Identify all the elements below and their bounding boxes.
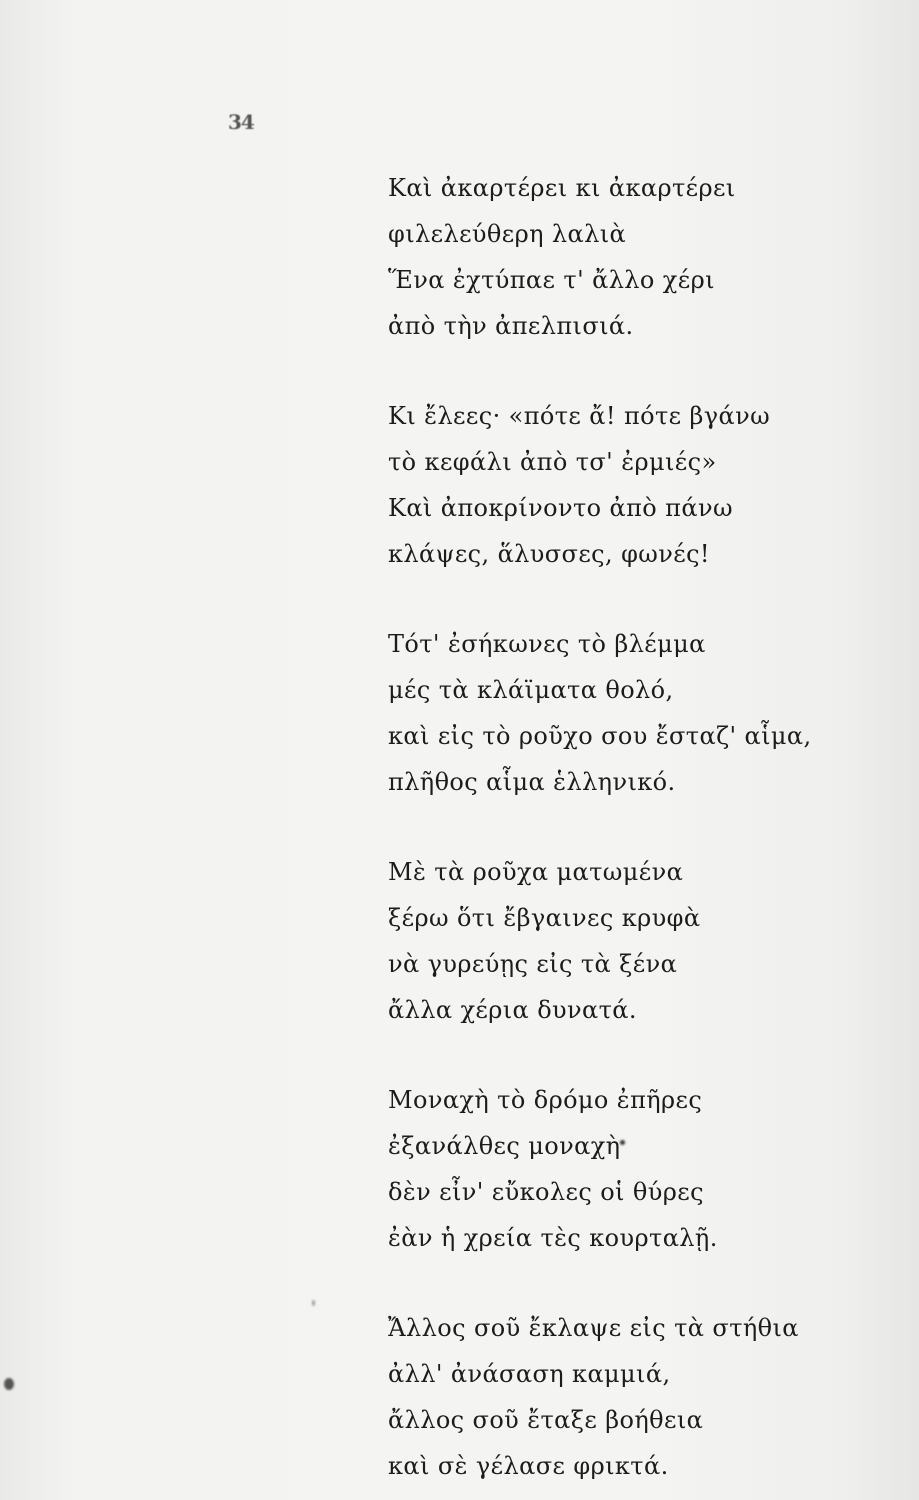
poem <box>388 165 868 1500</box>
poem-line: Τότ' ἐσήκωνες τὸ βλέμμα <box>388 630 706 658</box>
poem-line: Ἄλλος σοῦ ἔκλαψε εἰς τὰ στήθια <box>388 1314 799 1342</box>
poem-line: Μὲ τὰ ροῦχα ματωμένα <box>388 858 684 886</box>
stanza <box>388 165 868 349</box>
poem-line: τὸ κεφάλι ἀπὸ τσ' ἐρμιές» <box>388 448 717 476</box>
poem-line: Καὶ ἀκαρτέρει κι ἀκαρτέρει <box>388 174 736 202</box>
poem-line: μές τὰ κλάϊματα θολό, <box>388 676 674 704</box>
poem-line: ἐξανάλθες μοναχὴ <box>388 1132 621 1160</box>
poem-line: ἀλλ' ἀνάσαση καμμιά, <box>388 1360 671 1388</box>
poem-line: δὲν εἶν' εὔκολες οἱ θύρες <box>388 1178 704 1206</box>
stanza <box>388 1305 868 1489</box>
page-number: 34 <box>228 110 254 134</box>
poem-line: καὶ εἰς τὸ ροῦχο σου ἔσταζ' αἷμα, <box>388 722 812 750</box>
poem-line: ἄλλα χέρια δυνατά. <box>388 996 637 1024</box>
stanza <box>388 1077 868 1261</box>
poem-line: Ἕνα ἐχτύπαε τ' ἄλλο χέρι <box>388 266 715 294</box>
stanza <box>388 849 868 1033</box>
ink-smudge <box>4 1378 14 1390</box>
poem-line: Κι ἔλεες· «πότε ἄ! πότε βγάνω <box>388 402 771 430</box>
poem-line: Καὶ ἀποκρίνοντο ἀπὸ πάνω <box>388 494 733 522</box>
poem-line: νὰ γυρεύῃς εἰς τὰ ξένα <box>388 950 678 978</box>
ink-smudge <box>620 1140 625 1145</box>
stanza <box>388 621 868 805</box>
poem-line: κλάψες, ἅλυσσες, φωνές! <box>388 540 710 568</box>
poem-line: καὶ σὲ γέλασε φρικτά. <box>388 1452 669 1480</box>
poem-line: πλῆθος αἷμα ἑλληνικό. <box>388 768 676 796</box>
poem-line: ἀπὸ τὴν ἀπελπισιά. <box>388 312 634 340</box>
poem-line: ξέρω ὅτι ἔβγαινες κρυφὰ <box>388 904 701 932</box>
poem-line: Μοναχὴ τὸ δρόμο ἐπῆρες <box>388 1086 703 1114</box>
ink-smudge <box>312 1300 315 1306</box>
poem-line: φιλελεύθερη λαλιὰ <box>388 220 627 248</box>
stanza <box>388 393 868 577</box>
poem-line: ἐὰν ἡ χρεία τὲς κουρταλῇ. <box>388 1224 718 1252</box>
poem-line: ἄλλος σοῦ ἔταξε βοήθεια <box>388 1406 704 1434</box>
